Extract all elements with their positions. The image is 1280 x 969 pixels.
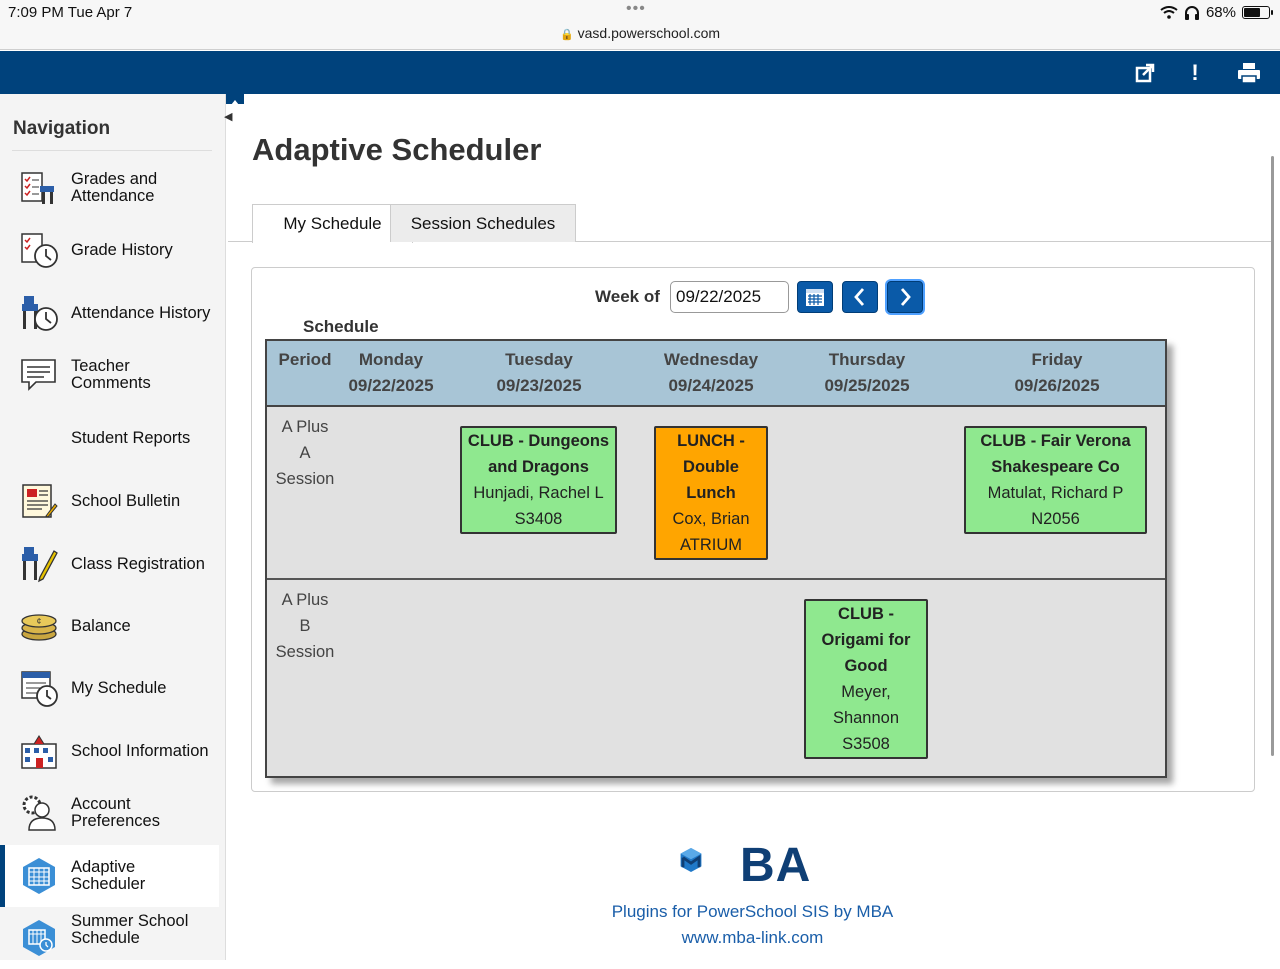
column-header-period: Period xyxy=(278,350,332,369)
url-text: vasd.powerschool.com xyxy=(577,25,721,41)
previous-week-button[interactable] xyxy=(842,281,878,313)
schedule-block-double-lunch[interactable]: LUNCH - Double Lunch Cox, Brian ATRIUM xyxy=(654,426,768,560)
tab-session-schedules[interactable]: Session Schedules xyxy=(390,204,576,242)
collapse-top-tab[interactable] xyxy=(226,94,244,104)
sidebar-item-label: Class Registration xyxy=(71,554,205,573)
next-week-button[interactable] xyxy=(887,281,923,313)
page-scrollbar[interactable] xyxy=(1271,156,1274,756)
attendance-history-icon xyxy=(20,294,58,332)
adaptive-scheduler-icon xyxy=(20,857,58,895)
summer-school-icon xyxy=(20,919,58,957)
sidebar-item-student-reports[interactable] xyxy=(0,407,219,469)
sidebar-item-label: Grades and Attendance xyxy=(71,170,158,205)
school-bulletin-icon xyxy=(20,482,58,520)
calendar-button[interactable] xyxy=(797,281,833,313)
sidebar-item-label: Student Reports xyxy=(71,428,191,447)
class-registration-icon xyxy=(20,545,58,583)
navigation-divider xyxy=(12,150,212,151)
arrow-up-icon xyxy=(226,97,244,107)
sidebar-item-label: Adaptive Scheduler xyxy=(71,858,146,893)
sidebar-item-label: Balance xyxy=(71,616,131,635)
sidebar-item-class-registration[interactable] xyxy=(0,533,219,595)
schedule-grid xyxy=(265,339,1167,778)
print-icon[interactable] xyxy=(1236,60,1262,86)
grades-attendance-icon xyxy=(20,169,58,207)
sidebar-item-label: School Bulletin xyxy=(71,491,181,510)
calendar-icon xyxy=(804,286,826,308)
svg-text:¢: ¢ xyxy=(36,617,42,626)
schedule-header-row xyxy=(267,341,1165,407)
sidebar-item-label: My Schedule xyxy=(71,678,167,697)
grade-history-icon xyxy=(20,231,58,269)
column-header-tuesday: Tuesday 09/23/2025 xyxy=(496,350,582,395)
sidebar-item-attendance-history[interactable] xyxy=(0,282,219,344)
external-link-icon[interactable] xyxy=(1132,60,1158,86)
tab-my-schedule[interactable]: My Schedule xyxy=(252,204,413,243)
account-preferences-icon xyxy=(20,794,58,832)
sidebar-item-label: Grade History xyxy=(71,240,173,259)
sidebar-item-label: Teacher Comments xyxy=(71,357,151,392)
teacher-comments-icon xyxy=(20,356,58,394)
week-date-input[interactable] xyxy=(670,281,789,313)
balance-icon xyxy=(20,607,58,645)
mba-logo[interactable] xyxy=(679,828,739,892)
period-cell-b: A Plus B Session xyxy=(275,591,335,661)
sidebar-item-school-information[interactable] xyxy=(0,720,219,782)
sidebar-item-adaptive-scheduler[interactable] xyxy=(0,845,219,907)
schedule-block-fair-verona[interactable]: CLUB - Fair Verona Shakespeare Co Matulat, Richard P N2056 xyxy=(964,426,1147,534)
week-of-label: Week of xyxy=(595,287,660,306)
my-schedule-icon xyxy=(20,669,58,707)
sidebar-item-school-bulletin[interactable] xyxy=(0,470,219,532)
battery-icon xyxy=(1242,6,1270,19)
mba-brand-text: BA xyxy=(740,839,812,892)
browser-status-bar xyxy=(0,0,1280,50)
chevron-right-icon xyxy=(896,286,914,308)
period-cell-a: A Plus A Session xyxy=(275,418,335,488)
address-bar[interactable] xyxy=(0,25,1280,41)
sidebar-item-my-schedule[interactable] xyxy=(0,657,219,719)
wifi-icon xyxy=(1160,6,1178,19)
schedule-tabs xyxy=(228,204,1274,242)
battery-percent: 68% xyxy=(1205,4,1236,21)
sidebar-item-grades-and-attendance[interactable] xyxy=(0,157,219,219)
column-header-wednesday: Wednesday 09/24/2025 xyxy=(663,350,759,395)
schedule-block-origami-for-good[interactable]: CLUB - Origami for Good Meyer, Shannon S3508 xyxy=(804,599,928,759)
navigation-title: Navigation xyxy=(13,118,111,139)
status-time: 7:09 PM Tue Apr 7 xyxy=(8,4,133,21)
sidebar-item-teacher-comments[interactable] xyxy=(0,344,219,406)
sidebar-item-label: School Information xyxy=(71,741,209,760)
sidebar-item-label: Attendance History xyxy=(71,303,211,322)
headphones-icon xyxy=(1184,6,1200,20)
alert-icon[interactable]: ! xyxy=(1191,60,1199,85)
column-header-thursday: Thursday 09/25/2025 xyxy=(824,350,910,395)
collapse-sidebar-icon[interactable]: ◀ xyxy=(224,111,233,123)
schedule-block-dungeons-and-dragons[interactable]: CLUB - Dungeons and Dragons Hunjadi, Rachel L S3408 xyxy=(460,426,617,534)
sidebar-item-label: Account Preferences xyxy=(71,795,160,830)
top-header-bar xyxy=(0,51,1280,94)
navigation-sidebar xyxy=(0,94,226,960)
mba-plugins-link[interactable]: Plugins for PowerSchool SIS by MBA xyxy=(611,902,894,921)
column-header-friday: Friday 09/26/2025 xyxy=(1014,350,1100,395)
sidebar-item-account-preferences[interactable] xyxy=(0,782,219,844)
schedule-label: Schedule xyxy=(303,317,379,336)
mba-website-link[interactable]: www.mba-link.com xyxy=(681,928,824,947)
chevron-left-icon xyxy=(851,286,869,308)
sidebar-item-grade-history[interactable] xyxy=(0,219,219,281)
sidebar-item-balance[interactable] xyxy=(0,595,219,657)
status-indicators xyxy=(1160,4,1270,21)
column-header-monday: Monday 09/22/2025 xyxy=(348,350,434,395)
sidebar-item-label: Summer School Schedule xyxy=(71,912,189,947)
row-divider xyxy=(267,578,1165,580)
more-dots-icon[interactable]: ••• xyxy=(626,0,646,17)
page-title: Adaptive Scheduler xyxy=(252,132,542,167)
school-information-icon xyxy=(20,732,58,770)
lock-icon: 🔒 xyxy=(559,29,574,41)
